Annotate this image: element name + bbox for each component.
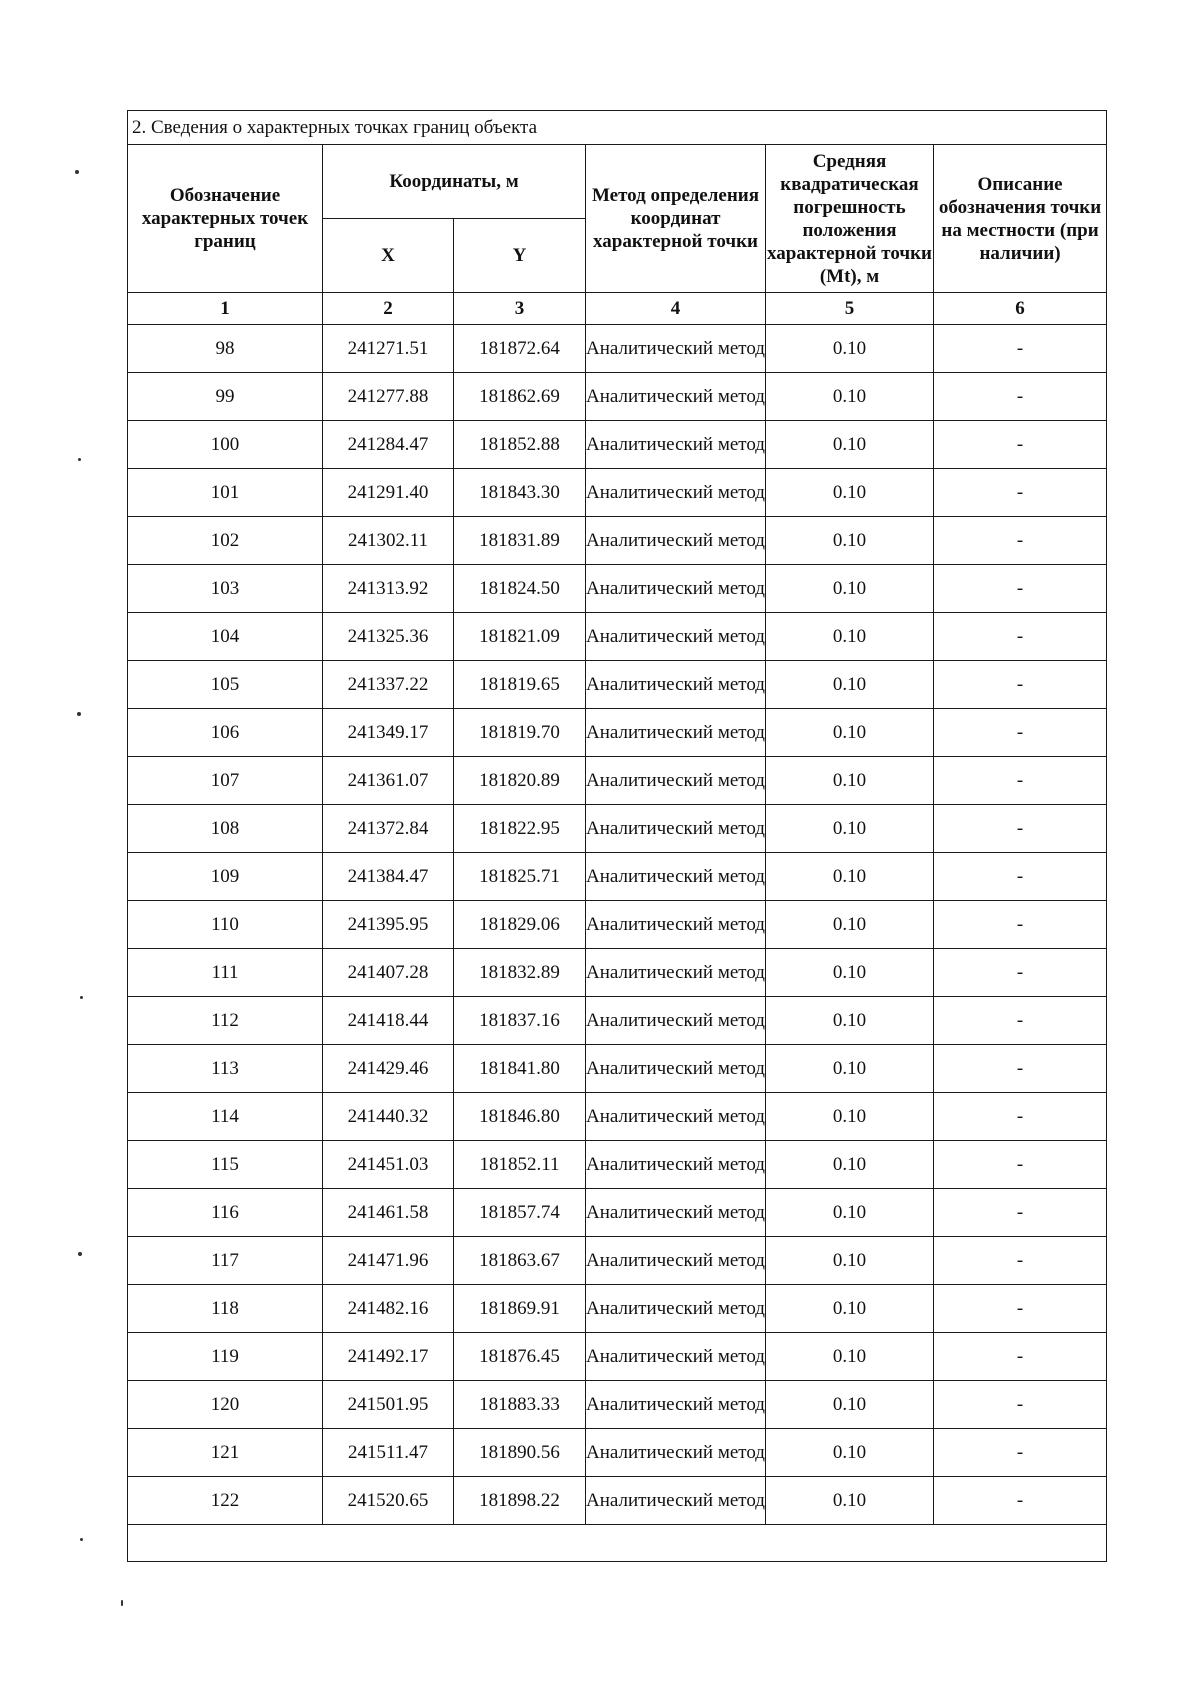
boundary-points-table: [127, 110, 1107, 1562]
x-cell: 241277.88: [323, 373, 454, 421]
point-cell: 121: [128, 1429, 323, 1477]
point-cell: 101: [128, 469, 323, 517]
description-cell: -: [934, 565, 1107, 613]
y-cell: 181822.95: [454, 805, 586, 853]
method-cell: Аналитический метод: [586, 1237, 766, 1285]
method-cell: Аналитический метод: [586, 1093, 766, 1141]
scan-speck: [121, 1600, 123, 1606]
point-cell: 105: [128, 661, 323, 709]
x-cell: 241337.22: [323, 661, 454, 709]
error-cell: 0.10: [766, 517, 934, 565]
y-cell: 181876.45: [454, 1333, 586, 1381]
error-cell: 0.10: [766, 565, 934, 613]
point-cell: 115: [128, 1141, 323, 1189]
y-cell: 181832.89: [454, 949, 586, 997]
point-cell: 111: [128, 949, 323, 997]
scan-speck: [77, 712, 81, 716]
scan-speck: [78, 1252, 82, 1256]
description-cell: -: [934, 325, 1107, 373]
point-cell: 112: [128, 997, 323, 1045]
method-cell: Аналитический метод: [586, 1189, 766, 1237]
description-cell: -: [934, 757, 1107, 805]
point-cell: 98: [128, 325, 323, 373]
x-cell: 241291.40: [323, 469, 454, 517]
method-cell: Аналитический метод: [586, 613, 766, 661]
error-cell: 0.10: [766, 373, 934, 421]
x-cell: 241492.17: [323, 1333, 454, 1381]
table-row: [128, 757, 1107, 805]
table-row: [128, 373, 1107, 421]
method-cell: Аналитический метод: [586, 901, 766, 949]
x-cell: 241384.47: [323, 853, 454, 901]
method-cell: Аналитический метод: [586, 373, 766, 421]
column-number: 1: [128, 293, 323, 325]
error-cell: 0.10: [766, 997, 934, 1045]
column-number: 2: [323, 293, 454, 325]
method-cell: Аналитический метод: [586, 1045, 766, 1093]
method-cell: Аналитический метод: [586, 805, 766, 853]
y-cell: 181843.30: [454, 469, 586, 517]
method-cell: Аналитический метод: [586, 1285, 766, 1333]
error-cell: 0.10: [766, 1477, 934, 1525]
y-cell: 181863.67: [454, 1237, 586, 1285]
description-cell: -: [934, 1045, 1107, 1093]
point-cell: 103: [128, 565, 323, 613]
table-row: [128, 805, 1107, 853]
method-cell: Аналитический метод: [586, 1477, 766, 1525]
error-cell: 0.10: [766, 1381, 934, 1429]
y-cell: 181857.74: [454, 1189, 586, 1237]
method-cell: Аналитический метод: [586, 853, 766, 901]
point-cell: 108: [128, 805, 323, 853]
error-cell: 0.10: [766, 1093, 934, 1141]
header-coords: Координаты, м: [323, 145, 586, 219]
table-row: [128, 1189, 1107, 1237]
y-cell: 181872.64: [454, 325, 586, 373]
error-cell: 0.10: [766, 661, 934, 709]
description-cell: -: [934, 421, 1107, 469]
description-cell: -: [934, 373, 1107, 421]
header-method: Метод определения координат характерной точки: [586, 145, 766, 293]
error-cell: 0.10: [766, 613, 934, 661]
x-cell: 241429.46: [323, 1045, 454, 1093]
table-row: [128, 901, 1107, 949]
table-row: [128, 1285, 1107, 1333]
error-cell: 0.10: [766, 1141, 934, 1189]
y-cell: 181852.11: [454, 1141, 586, 1189]
x-cell: 241349.17: [323, 709, 454, 757]
table-row: [128, 613, 1107, 661]
y-cell: 181869.91: [454, 1285, 586, 1333]
y-cell: 181825.71: [454, 853, 586, 901]
table-row: [128, 1093, 1107, 1141]
table-row: [128, 1477, 1107, 1525]
error-cell: 0.10: [766, 1333, 934, 1381]
method-cell: Аналитический метод: [586, 517, 766, 565]
table-row: [128, 565, 1107, 613]
method-cell: Аналитический метод: [586, 421, 766, 469]
error-cell: 0.10: [766, 853, 934, 901]
y-cell: 181846.80: [454, 1093, 586, 1141]
scan-speck: [78, 458, 81, 461]
method-cell: Аналитический метод: [586, 949, 766, 997]
scan-speck: [75, 170, 79, 174]
table-row: [128, 517, 1107, 565]
description-cell: -: [934, 613, 1107, 661]
description-cell: -: [934, 1429, 1107, 1477]
table-body: [128, 325, 1107, 1525]
x-cell: 241302.11: [323, 517, 454, 565]
error-cell: 0.10: [766, 901, 934, 949]
column-number: 6: [934, 293, 1107, 325]
header-y: Y: [454, 219, 586, 293]
method-cell: Аналитический метод: [586, 709, 766, 757]
description-cell: -: [934, 1189, 1107, 1237]
table-row: [128, 1045, 1107, 1093]
description-cell: -: [934, 661, 1107, 709]
empty-footer-row: [128, 1525, 1107, 1562]
y-cell: 181862.69: [454, 373, 586, 421]
method-cell: Аналитический метод: [586, 1141, 766, 1189]
x-cell: 241461.58: [323, 1189, 454, 1237]
x-cell: 241284.47: [323, 421, 454, 469]
description-cell: -: [934, 1237, 1107, 1285]
header-error: Средняя квадратическая погрешность положения характерной точки (Mt), м: [766, 145, 934, 293]
x-cell: 241451.03: [323, 1141, 454, 1189]
point-cell: 110: [128, 901, 323, 949]
point-cell: 122: [128, 1477, 323, 1525]
point-cell: 114: [128, 1093, 323, 1141]
scan-speck: [80, 996, 83, 999]
table-row: [128, 1429, 1107, 1477]
error-cell: 0.10: [766, 709, 934, 757]
method-cell: Аналитический метод: [586, 997, 766, 1045]
point-cell: 113: [128, 1045, 323, 1093]
error-cell: 0.10: [766, 421, 934, 469]
y-cell: 181824.50: [454, 565, 586, 613]
x-cell: 241325.36: [323, 613, 454, 661]
description-cell: -: [934, 997, 1107, 1045]
point-cell: 106: [128, 709, 323, 757]
table-row: [128, 1141, 1107, 1189]
description-cell: -: [934, 1141, 1107, 1189]
y-cell: 181820.89: [454, 757, 586, 805]
point-cell: 107: [128, 757, 323, 805]
description-cell: -: [934, 1285, 1107, 1333]
method-cell: Аналитический метод: [586, 757, 766, 805]
x-cell: 241372.84: [323, 805, 454, 853]
column-numbers-row: [128, 293, 1107, 325]
x-cell: 241271.51: [323, 325, 454, 373]
y-cell: 181821.09: [454, 613, 586, 661]
table-row: [128, 1333, 1107, 1381]
table-row: [128, 1381, 1107, 1429]
y-cell: 181883.33: [454, 1381, 586, 1429]
error-cell: 0.10: [766, 1189, 934, 1237]
empty-footer-cell: [128, 1525, 1107, 1562]
error-cell: 0.10: [766, 805, 934, 853]
error-cell: 0.10: [766, 325, 934, 373]
method-cell: Аналитический метод: [586, 1429, 766, 1477]
description-cell: -: [934, 1381, 1107, 1429]
point-cell: 117: [128, 1237, 323, 1285]
x-cell: 241361.07: [323, 757, 454, 805]
column-number: 3: [454, 293, 586, 325]
y-cell: 181898.22: [454, 1477, 586, 1525]
description-cell: -: [934, 517, 1107, 565]
error-cell: 0.10: [766, 1237, 934, 1285]
y-cell: 181819.70: [454, 709, 586, 757]
y-cell: 181831.89: [454, 517, 586, 565]
x-cell: 241482.16: [323, 1285, 454, 1333]
table-row: [128, 469, 1107, 517]
description-cell: -: [934, 1477, 1107, 1525]
x-cell: 241407.28: [323, 949, 454, 997]
error-cell: 0.10: [766, 949, 934, 997]
header-point: Обозначение характерных точек границ: [128, 145, 323, 293]
x-cell: 241395.95: [323, 901, 454, 949]
description-cell: -: [934, 805, 1107, 853]
x-cell: 241313.92: [323, 565, 454, 613]
x-cell: 241520.65: [323, 1477, 454, 1525]
table-row: [128, 853, 1107, 901]
table-row: [128, 1237, 1107, 1285]
y-cell: 181819.65: [454, 661, 586, 709]
point-cell: 118: [128, 1285, 323, 1333]
description-cell: -: [934, 1093, 1107, 1141]
column-number: 4: [586, 293, 766, 325]
point-cell: 120: [128, 1381, 323, 1429]
table-row: [128, 325, 1107, 373]
header-description: Описание обозначения точки на местности (при наличии): [934, 145, 1107, 293]
table-row: [128, 949, 1107, 997]
point-cell: 116: [128, 1189, 323, 1237]
point-cell: 109: [128, 853, 323, 901]
point-cell: 104: [128, 613, 323, 661]
description-cell: -: [934, 853, 1107, 901]
x-cell: 241501.95: [323, 1381, 454, 1429]
method-cell: Аналитический метод: [586, 325, 766, 373]
x-cell: 241471.96: [323, 1237, 454, 1285]
section-title: 2. Сведения о характерных точках границ объекта: [128, 111, 1107, 145]
y-cell: 181852.88: [454, 421, 586, 469]
description-cell: -: [934, 469, 1107, 517]
y-cell: 181837.16: [454, 997, 586, 1045]
description-cell: -: [934, 1333, 1107, 1381]
method-cell: Аналитический метод: [586, 1381, 766, 1429]
error-cell: 0.10: [766, 1285, 934, 1333]
method-cell: Аналитический метод: [586, 565, 766, 613]
description-cell: -: [934, 709, 1107, 757]
column-number: 5: [766, 293, 934, 325]
description-cell: -: [934, 949, 1107, 997]
error-cell: 0.10: [766, 757, 934, 805]
error-cell: 0.10: [766, 1429, 934, 1477]
y-cell: 181829.06: [454, 901, 586, 949]
method-cell: Аналитический метод: [586, 661, 766, 709]
table-row: [128, 421, 1107, 469]
header-x: X: [323, 219, 454, 293]
point-cell: 99: [128, 373, 323, 421]
scan-speck: [80, 1538, 83, 1541]
table-row: [128, 997, 1107, 1045]
description-cell: -: [934, 901, 1107, 949]
error-cell: 0.10: [766, 1045, 934, 1093]
error-cell: 0.10: [766, 469, 934, 517]
x-cell: 241418.44: [323, 997, 454, 1045]
y-cell: 181890.56: [454, 1429, 586, 1477]
table-row: [128, 661, 1107, 709]
x-cell: 241440.32: [323, 1093, 454, 1141]
method-cell: Аналитический метод: [586, 1333, 766, 1381]
y-cell: 181841.80: [454, 1045, 586, 1093]
point-cell: 102: [128, 517, 323, 565]
x-cell: 241511.47: [323, 1429, 454, 1477]
method-cell: Аналитический метод: [586, 469, 766, 517]
point-cell: 100: [128, 421, 323, 469]
point-cell: 119: [128, 1333, 323, 1381]
table-row: [128, 709, 1107, 757]
